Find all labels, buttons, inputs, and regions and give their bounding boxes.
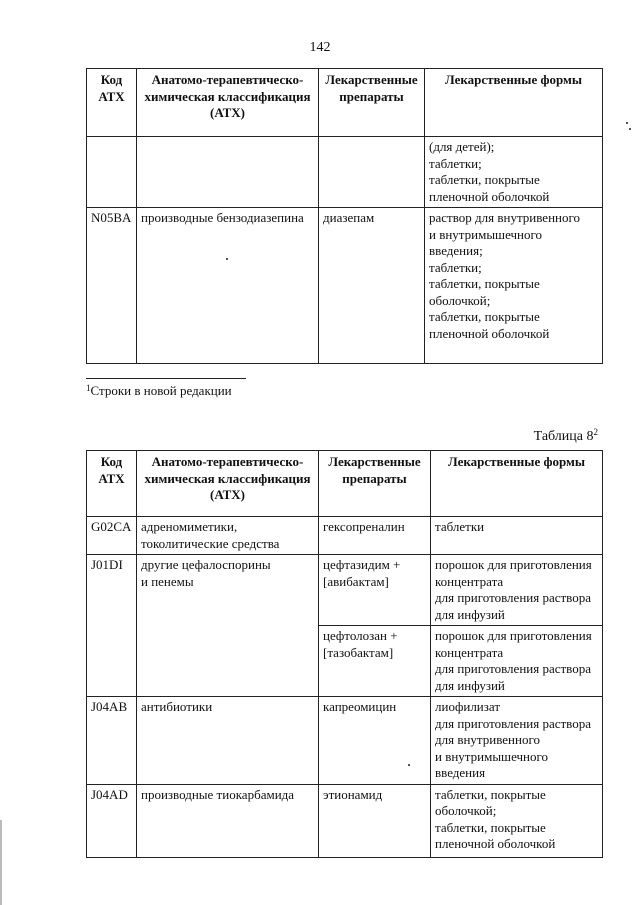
cell-classification xyxy=(137,137,319,208)
footnote-mark: 1 xyxy=(86,383,91,393)
cell-classification: производные бензодиазепина xyxy=(137,208,319,364)
cell-forms: порошок для приготовления концентрата для приготовления раствора для инфузий xyxy=(431,555,603,626)
cell-code: J04AB xyxy=(87,697,137,785)
cell-drug xyxy=(319,137,425,208)
cell-forms: таблетки, покрытые оболочкой; таблетки, покрытые пленочной оболочкой xyxy=(431,784,603,857)
table-2 xyxy=(86,450,603,858)
table-row xyxy=(87,784,603,857)
table-header-row xyxy=(87,69,603,137)
cell-code: G02CA xyxy=(87,517,137,555)
cell-drug: капреомицин xyxy=(319,697,431,785)
table-row xyxy=(87,697,603,785)
cell-classification: адреномиметики, токолитические средства xyxy=(137,517,319,555)
cell-code xyxy=(87,137,137,208)
scan-speck xyxy=(629,128,631,130)
header-classification: Анатомо-терапевтическо- химическая классификация (АТХ) xyxy=(137,451,319,517)
header-code: Код АТХ xyxy=(87,451,137,517)
scan-edge xyxy=(0,820,2,905)
table-caption xyxy=(534,424,598,445)
cell-drug: диазепам xyxy=(319,208,425,364)
scan-speck xyxy=(408,764,410,766)
table-header-row xyxy=(87,451,603,517)
header-classification: Анатомо-терапевтическо- химическая классификация (АТХ) xyxy=(137,69,319,137)
header-drugs: Лекарственные препараты xyxy=(319,69,425,137)
footnote-divider xyxy=(86,378,246,379)
cell-drug: гексопреналин xyxy=(319,517,431,555)
cell-forms: раствор для внутривенного и внутримышечного введения; таблетки; таблетки, покрытые оболочкой; таблетки, покрытые пленочной оболочкой xyxy=(425,208,603,364)
cell-drug: цефтазидим + [авибактам] xyxy=(319,555,431,626)
footnote-text: Строки в новой редакции xyxy=(90,383,232,398)
cell-code: N05BA xyxy=(87,208,137,364)
cell-classification: производные тиокарбамида xyxy=(137,784,319,857)
header-forms: Лекарственные формы xyxy=(425,69,603,137)
table-row xyxy=(87,517,603,555)
scan-speck xyxy=(226,258,228,260)
page-number: 142 xyxy=(309,40,331,55)
header-forms: Лекарственные формы xyxy=(431,451,603,517)
table-caption-text: Таблица 8 xyxy=(533,429,594,444)
cell-forms: порошок для приготовления концентрата для приготовления раствора для инфузий xyxy=(431,626,603,697)
cell-classification: антибиотики xyxy=(137,697,319,785)
table-row xyxy=(87,137,603,208)
cell-drug: цефтолозан + [тазобактам] xyxy=(319,626,431,697)
cell-classification: другие цефалоспорины и пенемы xyxy=(137,555,319,697)
footnote xyxy=(86,380,232,399)
cell-forms: (для детей); таблетки; таблетки, покрытые пленочной оболочкой xyxy=(425,137,603,208)
header-drugs: Лекарственные препараты xyxy=(319,451,431,517)
table-row xyxy=(87,208,603,364)
cell-code: J04AD xyxy=(87,784,137,857)
cell-drug: этионамид xyxy=(319,784,431,857)
scan-speck xyxy=(626,122,628,124)
header-code: Код АТХ xyxy=(87,69,137,137)
table-row xyxy=(87,555,603,626)
cell-code: J01DI xyxy=(87,555,137,697)
table-1 xyxy=(86,68,603,364)
table-caption-mark: 2 xyxy=(593,427,598,437)
cell-forms: таблетки xyxy=(431,517,603,555)
cell-forms: лиофилизат для приготовления раствора для внутривенного и внутримышечного введения xyxy=(431,697,603,785)
